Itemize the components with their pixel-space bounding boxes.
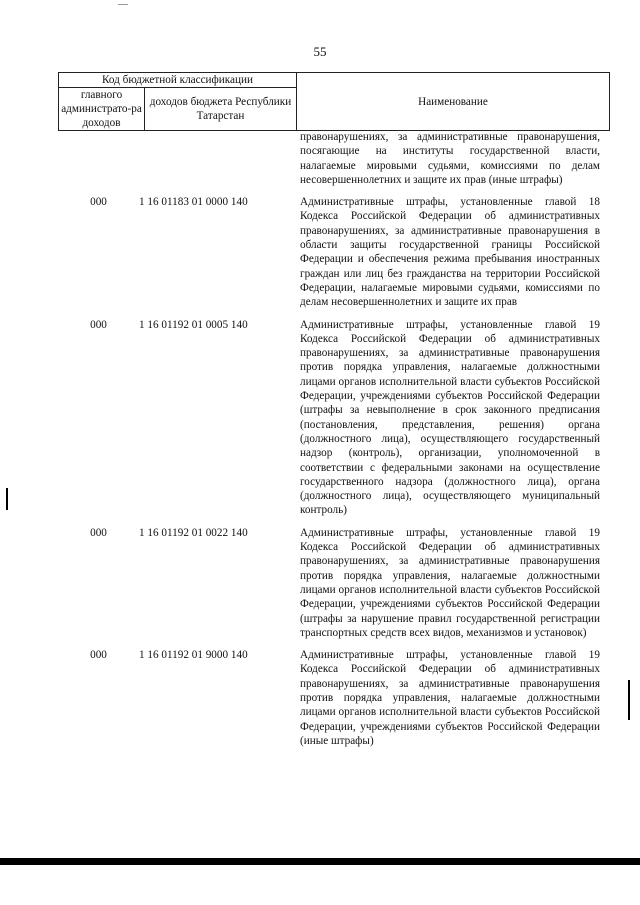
admin-code: 000	[90, 196, 107, 209]
header-income-column: доходов бюджета Республики Татарстан	[145, 88, 297, 131]
classification-header-table	[58, 72, 610, 131]
admin-code: 000	[90, 318, 107, 331]
row-name: Административные штрафы, установленные главой 19 Кодекса Российской Федерации об административных правонарушениях, за административные правонарушения против порядка управления, налагаемые должностными лицами органов исполнительной власти субъектов Российской Федерации, учреждениями субъектов Российской Федерации (штрафы за невыполнение в срок законного предписания (постановления, представления, решения) органа (должностного лица), осуществляющего государственный надзор (контроль), организации, уполномоченной в соответствии с федеральными законами на осуществление государственного надзора (должностного лица), органа (должностного лица), осуществляющего муниципальный контроль)	[300, 318, 600, 517]
scan-artifact-top	[118, 4, 128, 5]
row-name: Административные штрафы, установленные главой 19 Кодекса Российской Федерации об административных правонарушениях, за административные правонарушения против порядка управления, налагаемые должностными лицами органов исполнительной власти субъектов Российской Федерации, учреждениями субъектов Российской Федерации (штрафы за нарушение правил государственной регистрации транспортных средств всех видов, механизмов и установок)	[300, 526, 600, 639]
scan-artifact-left	[6, 488, 8, 510]
table-row	[58, 318, 610, 518]
admin-code: 000	[90, 526, 107, 539]
row-name: Административные штрафы, установленные главой 19 Кодекса Российской Федерации об административных правонарушениях, за административные правонарушения против порядка управления, налагаемые должностными лицами органов исполнительной власти субъектов Российской Федерации, учреждениями субъектов Российской Федерации (иные штрафы)	[300, 649, 600, 747]
header-admin-column: главного администрато-ра доходов	[59, 88, 145, 131]
row-name: Административные штрафы, установленные главой 18 Кодекса Российской Федерации об административных правонарушениях, за административные правонарушения в области защиты государственной границы Российской Федерации и обеспечения режима пребывания иностранных граждан или лиц без гражданства на территории Российской Федерации, налагаемые мировыми судьями, комиссиями по делам несовершеннолетних и защите их прав	[300, 196, 600, 309]
page-number: 55	[313, 44, 327, 59]
budget-code: 1 16 01192 01 9000 140	[139, 649, 248, 662]
budget-code: 1 16 01192 01 0005 140	[139, 318, 248, 331]
table-row	[58, 195, 610, 309]
table-row	[58, 648, 610, 748]
header-code-group: Код бюджетной классификации	[59, 73, 297, 88]
budget-code: 1 16 01183 01 0000 140	[139, 196, 248, 209]
continuation-text: правонарушениях, за административные правонарушения, посягающие на институты государственной власти, налагаемые мировыми судьями, комиссиями по делам несовершеннолетних и защите их прав (иные штрафы)	[300, 131, 600, 186]
budget-code: 1 16 01192 01 0022 140	[139, 526, 248, 539]
admin-code: 000	[90, 649, 107, 662]
classification-rows	[58, 130, 610, 748]
scan-bottom-border	[0, 858, 640, 865]
scan-artifact-right	[628, 680, 630, 720]
header-name: Наименование	[297, 73, 610, 131]
table-row	[58, 526, 610, 640]
